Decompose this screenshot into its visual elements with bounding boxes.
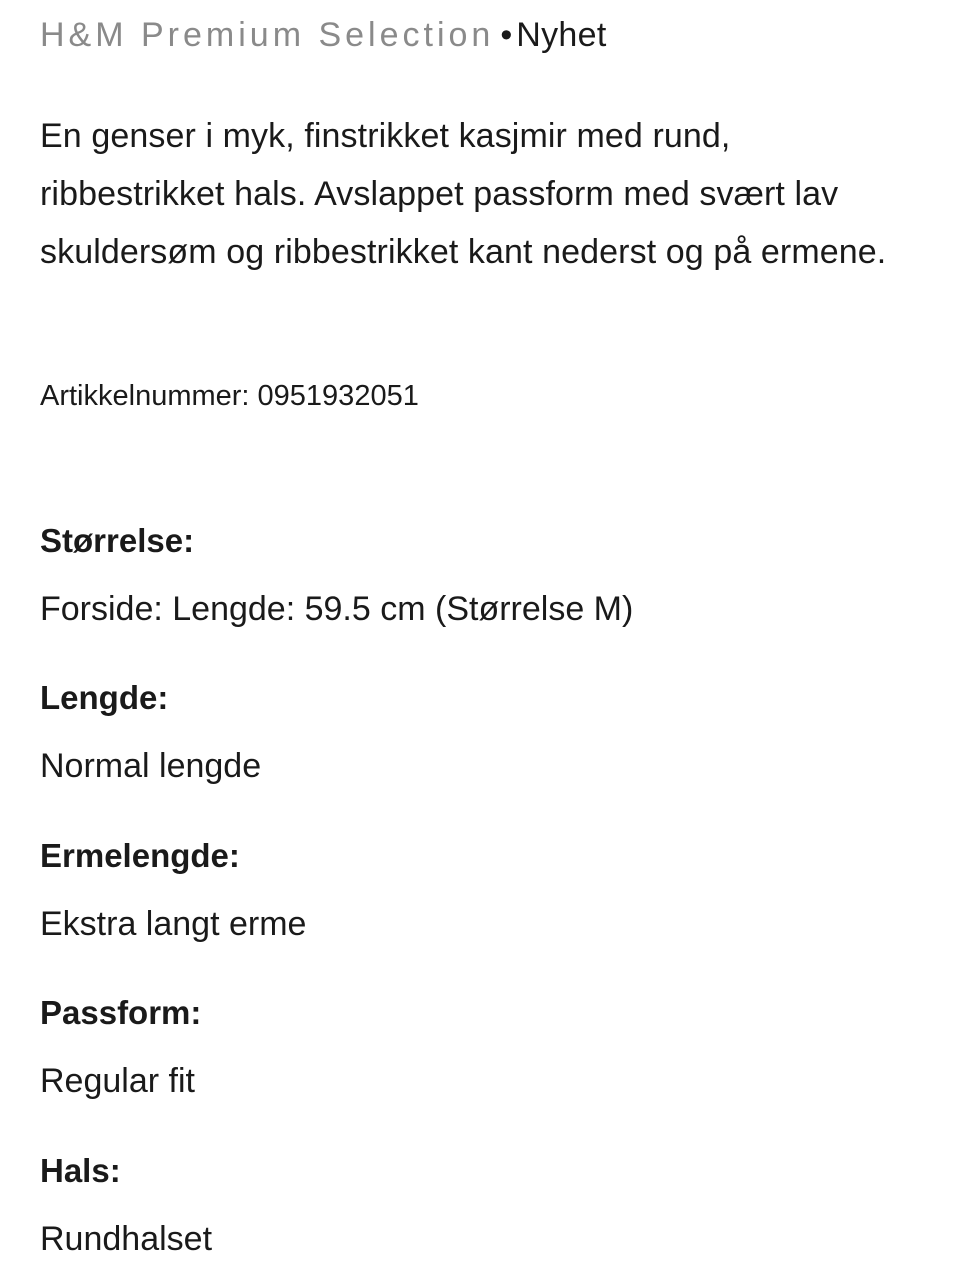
spec-label: Lengde: [40, 679, 169, 716]
product-header [40, 14, 607, 56]
spec-fit [40, 993, 920, 1100]
spec-label: Hals: [40, 1152, 121, 1189]
product-description: En genser i myk, finstrikket kasjmir med rund, ribbestrikket hals. Avslappet passform med svært lav skuldersøm og ribbestrikket kant nederst og på ermene. [40, 117, 887, 271]
spec-label: Passform: [40, 994, 202, 1031]
spec-value: Ekstra langt erme [40, 905, 307, 943]
spec-size [40, 521, 920, 628]
spec-neckline [40, 1151, 920, 1258]
spec-value: Rundhalset [40, 1220, 213, 1258]
spec-value: Forside: Lengde: 59.5 cm (Størrelse M) [40, 590, 634, 628]
article-number: Artikkelnummer: 0951932051 [40, 380, 419, 412]
header-separator: • [500, 16, 513, 54]
new-badge: Nyhet [516, 16, 607, 54]
spec-sleeve-length [40, 836, 920, 943]
brand-name[interactable]: H&M Premium Selection [40, 16, 495, 54]
spec-label: Ermelengde: [40, 837, 240, 874]
spec-value: Regular fit [40, 1062, 195, 1100]
spec-label: Størrelse: [40, 522, 195, 559]
spec-value: Normal lengde [40, 747, 262, 785]
spec-length [40, 678, 920, 785]
